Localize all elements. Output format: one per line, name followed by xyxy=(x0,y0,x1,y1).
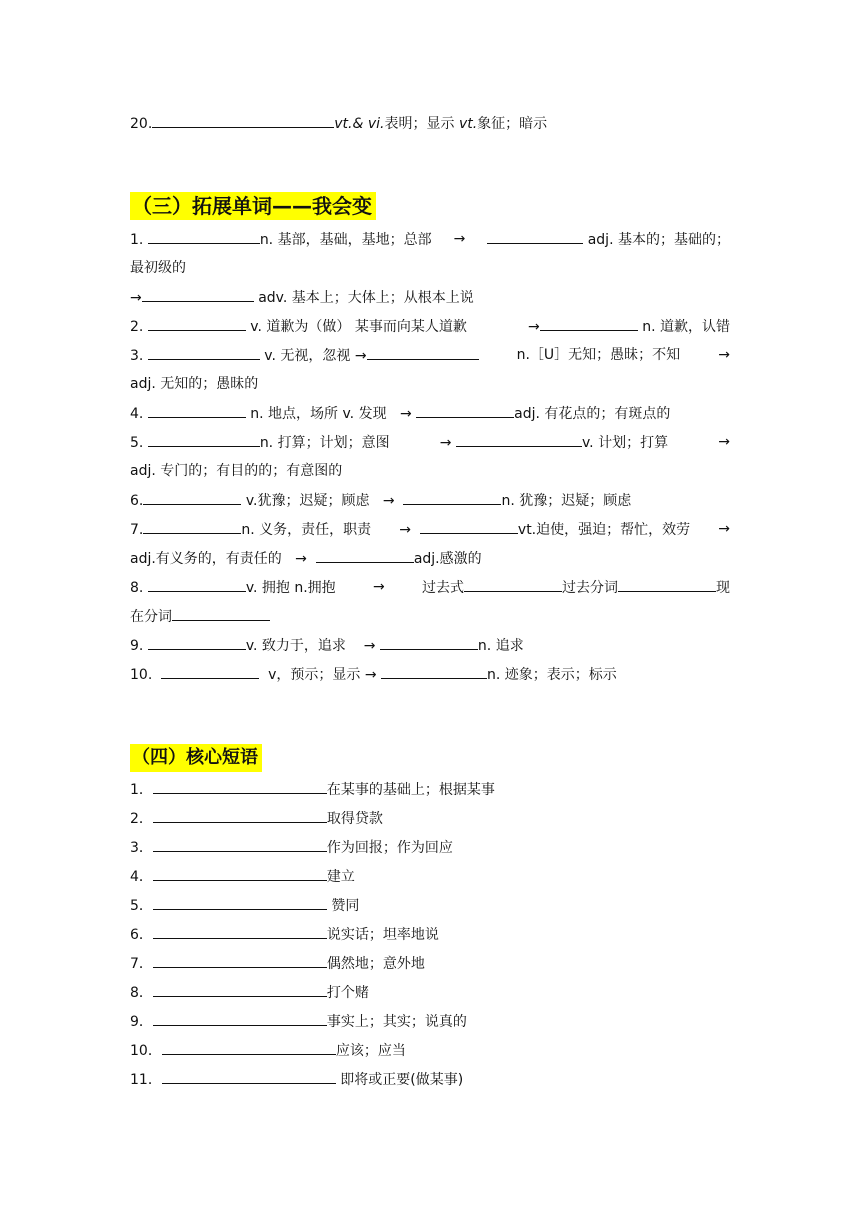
vocab-item-3 xyxy=(130,345,730,366)
phrase-meaning: 打个赌 xyxy=(326,985,369,1001)
phrase-item xyxy=(130,1069,730,1090)
definition: adj. 基本的；基础的； xyxy=(587,232,730,248)
part-of-speech: vt. xyxy=(458,116,478,132)
vocab-item-7-cont xyxy=(130,548,730,569)
arrow: → xyxy=(399,522,411,538)
item-number: 1． xyxy=(130,782,153,798)
definition: v. 计划；打算 xyxy=(581,435,669,451)
label: 过去式 xyxy=(421,580,464,596)
item-number: 2． xyxy=(130,811,153,827)
item-number: 10． xyxy=(130,1043,162,1059)
answer-blank[interactable] xyxy=(172,606,270,621)
phrase-meaning: 取得贷款 xyxy=(326,811,383,827)
arrow: → xyxy=(718,521,730,537)
answer-blank[interactable] xyxy=(162,1040,336,1055)
definition: adv. 基本上；大体上；从根本上说 xyxy=(258,290,474,306)
phrase-meaning: 建立 xyxy=(326,869,355,885)
item-number: 9. xyxy=(130,638,144,654)
answer-blank[interactable] xyxy=(148,432,260,447)
phrase-meaning: 赞同 xyxy=(326,898,360,914)
definition: n. 道歉，认错 xyxy=(642,319,730,335)
definition: v. 道歉为（做） 某事而向某人道歉 xyxy=(250,319,467,335)
vocab-item-10 xyxy=(130,664,730,685)
arrow: → xyxy=(528,319,540,335)
answer-blank[interactable] xyxy=(153,895,327,910)
definition: n. 义务，责任，职责 xyxy=(241,522,372,538)
phrase-item xyxy=(130,837,730,858)
definition: adj.有义务的，有责任的 xyxy=(130,551,282,567)
item-number: 5. xyxy=(130,435,144,451)
vocab-item-2 xyxy=(130,316,730,337)
answer-blank[interactable] xyxy=(162,1069,336,1084)
arrow: → xyxy=(130,290,142,306)
answer-blank[interactable] xyxy=(416,403,514,418)
definition: n. 地点，场所 v. 发现 xyxy=(250,406,387,422)
definition: adj. 专门的；有目的的；有意图的 xyxy=(130,463,343,479)
item-number: 3． xyxy=(130,840,153,856)
vocab-item-1-cont xyxy=(130,287,730,308)
answer-blank[interactable] xyxy=(316,548,414,563)
item-number: 11． xyxy=(130,1072,162,1088)
definition: adj. 有花点的；有斑点的 xyxy=(514,406,671,422)
label: 现 xyxy=(715,580,730,596)
label: 在分词 xyxy=(130,609,172,625)
phrase-item xyxy=(130,779,730,800)
answer-blank[interactable] xyxy=(456,432,582,447)
answer-blank[interactable] xyxy=(148,316,246,331)
item-number: 3. xyxy=(130,348,144,364)
item-number: 8． xyxy=(130,985,153,1001)
answer-blank[interactable] xyxy=(464,577,562,592)
definition: v. 致力于，追求 xyxy=(245,638,346,654)
arrow: → xyxy=(439,435,452,451)
answer-blank[interactable] xyxy=(148,577,246,592)
phrase-meaning: 说实话；坦率地说 xyxy=(326,927,439,943)
phrase-item xyxy=(130,808,730,829)
definition: 表明；显示 xyxy=(384,116,455,132)
vocab-item-4 xyxy=(130,403,730,424)
definition: adj.感激的 xyxy=(413,551,482,567)
item-number: 4. xyxy=(130,406,144,422)
answer-blank[interactable] xyxy=(161,664,259,679)
section-heading: （三）拓展单词——我会变 xyxy=(130,192,376,220)
phrase-meaning: 作为回报；作为回应 xyxy=(326,840,453,856)
arrow: → xyxy=(382,493,395,509)
arrow: → xyxy=(453,231,466,247)
answer-blank[interactable] xyxy=(153,982,327,997)
answer-blank[interactable] xyxy=(153,924,327,939)
answer-blank[interactable] xyxy=(143,490,241,505)
vocab-item-9 xyxy=(130,635,730,656)
item-number: 6． xyxy=(130,927,153,943)
definition: v.犹豫；迟疑；顾虑 xyxy=(245,493,370,509)
phrase-meaning: 在某事的基础上；根据某事 xyxy=(326,782,495,798)
phrase-meaning: 即将或正要(做某事) xyxy=(335,1072,464,1088)
definition: v. 无视，忽视 → xyxy=(264,348,367,364)
arrow: → xyxy=(372,579,385,595)
phrase-item xyxy=(130,1011,730,1032)
label: 过去分词 xyxy=(561,580,618,596)
item-number: 8. xyxy=(130,580,144,596)
answer-blank[interactable] xyxy=(618,577,716,592)
answer-blank[interactable] xyxy=(152,113,334,128)
definition: n. 基部，基础，基地；总部 xyxy=(259,232,432,248)
definition: n. 迹象；表示；标示 xyxy=(487,667,617,683)
definition: v. 拥抱 n.拥抱 xyxy=(245,580,336,596)
answer-blank[interactable] xyxy=(487,229,583,244)
definition: n. 打算；计划；意图 xyxy=(259,435,390,451)
arrow: → xyxy=(363,638,376,654)
item-number: 2. xyxy=(130,319,144,335)
phrase-meaning: 事实上；其实；说真的 xyxy=(326,1014,467,1030)
definition: 最初级的 xyxy=(130,260,186,276)
definition: n. 犹豫；迟疑；顾虑 xyxy=(501,493,632,509)
answer-blank[interactable] xyxy=(148,229,260,244)
phrase-item xyxy=(130,924,730,945)
definition: v，预示；显示 → xyxy=(268,667,377,683)
answer-blank[interactable] xyxy=(367,345,479,360)
answer-blank[interactable] xyxy=(380,635,478,650)
item-number: 1. xyxy=(130,232,144,248)
answer-blank[interactable] xyxy=(420,519,518,534)
vocab-line-20 xyxy=(130,113,730,134)
phrase-item xyxy=(130,1040,730,1061)
phrase-item xyxy=(130,895,730,916)
section-heading: （四）核心短语 xyxy=(130,744,262,772)
vocab-item-1 xyxy=(130,229,730,250)
answer-blank[interactable] xyxy=(153,837,327,852)
answer-blank[interactable] xyxy=(142,287,254,302)
item-number: 5． xyxy=(130,898,153,914)
definition: n.［U］无知；愚昧；不知 xyxy=(516,347,681,363)
definition: 象征；暗示 xyxy=(477,116,548,132)
arrow: → xyxy=(399,406,412,422)
phrase-meaning: 应该；应当 xyxy=(335,1043,406,1059)
answer-blank[interactable] xyxy=(143,519,241,534)
answer-blank[interactable] xyxy=(153,953,327,968)
answer-blank[interactable] xyxy=(148,345,260,360)
item-number: 6. xyxy=(130,493,144,509)
arrow: → xyxy=(718,347,730,363)
vocab-item-5-cont xyxy=(130,461,730,481)
phrase-meaning: 偶然地；意外地 xyxy=(326,956,425,972)
item-number: 7. xyxy=(130,522,144,538)
item-number: 9． xyxy=(130,1014,153,1030)
answer-blank[interactable] xyxy=(153,808,327,823)
arrow: → xyxy=(718,434,730,450)
definition: n. 追求 xyxy=(477,638,524,654)
answer-blank[interactable] xyxy=(148,635,246,650)
item-number: 4． xyxy=(130,869,153,885)
phrase-item xyxy=(130,982,730,1003)
vocab-item-7 xyxy=(130,519,730,540)
answer-blank[interactable] xyxy=(540,316,638,331)
vocab-item-1-cont xyxy=(130,258,730,278)
answer-blank[interactable] xyxy=(148,403,246,418)
phrase-item xyxy=(130,953,730,974)
vocab-item-3-cont xyxy=(130,374,730,394)
answer-blank[interactable] xyxy=(153,1011,327,1026)
vocab-item-6 xyxy=(130,490,730,511)
definition: adj. 无知的；愚昧的 xyxy=(130,376,259,392)
item-number: 10. xyxy=(130,667,153,683)
answer-blank[interactable] xyxy=(381,664,487,679)
item-number: 7． xyxy=(130,956,153,972)
item-number: 20. xyxy=(130,116,153,132)
arrow: → xyxy=(295,551,307,567)
answer-blank[interactable] xyxy=(153,779,327,794)
part-of-speech: vt.& vi. xyxy=(334,116,385,132)
definition: vt.迫使，强迫；帮忙，效劳 xyxy=(517,522,691,538)
answer-blank[interactable] xyxy=(403,490,501,505)
vocab-item-5 xyxy=(130,432,730,453)
answer-blank[interactable] xyxy=(153,866,327,881)
vocab-item-8 xyxy=(130,577,730,598)
vocab-item-8-cont xyxy=(130,606,730,627)
phrase-item xyxy=(130,866,730,887)
